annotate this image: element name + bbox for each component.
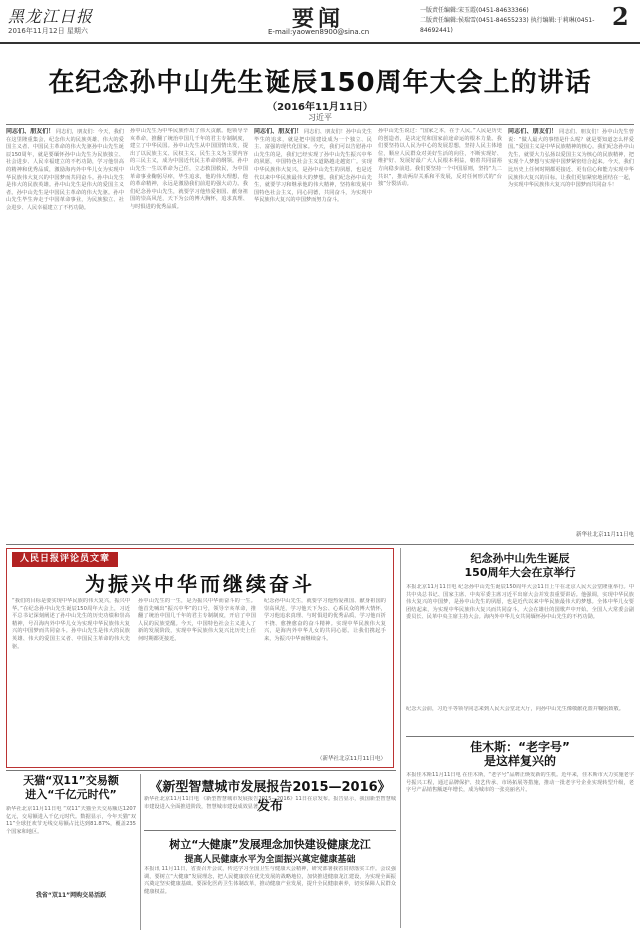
report-divider xyxy=(144,830,396,831)
commentary-column xyxy=(138,598,256,760)
lead-article-end-note: 新华社北京11月11日电 xyxy=(576,532,634,538)
report-news-title: 《新型智慧城市发展报告2015—2016》发布 xyxy=(149,780,391,814)
commentary-text: “我们的目标是要实现中华民族的伟大复兴，振兴中华。”在纪念孙中山先生诞辰150周年大会上，习近平总书记深刻阐述了孙中山先生的历史功绩和崇高精神，号召海内外中华儿女为实现中华民族伟大复兴的中国梦而共同奋斗。孙中山先生是伟大的民族英雄、伟大的爱国主义者、中国民主革命的伟大先驱。 xyxy=(12,598,130,650)
double11-body xyxy=(6,806,136,886)
side-news-title-line: 纪念孙中山先生诞辰 xyxy=(470,552,570,565)
brief-news-text: 本报佳木斯11月11日电 在佳木斯，“老字号”品牌正焕发新的生机。近年来，佳木斯市大力实施老字号振兴工程，通过品牌保护、技艺传承、市场拓展等措施，推动一批老字号企业实现转型升级，老字号产品销售额逐年增长，成为城市的一张亮丽名片。 xyxy=(406,772,634,794)
double11-title xyxy=(6,774,136,802)
newspaper-logo: 黑龙江日报 xyxy=(8,7,94,26)
lead-subhead: 同志们、朋友们！ xyxy=(254,128,303,135)
double11-text: 新华社北京11月11日电 “双11”天猫全天交易额达1207亿元，交易额进入千亿元时代。数据显示，今年天猫“双11”全球狂欢节无线交易额占比达到81.87%，覆盖235个国家和地区。 xyxy=(6,806,136,835)
column-divider xyxy=(140,774,141,930)
header-rule xyxy=(0,42,640,44)
lead-column-text: 同志们、朋友们！孙中山先生毕生的追求，就是把中国建设成为一个独立、民主、富强的现代化国家。今天，我们可以告慰孙中山先生的是，我们已经实现了孙中山先生振兴中华的夙愿，中国特色社会主义道路越走越宽广。实现中华民族伟大复兴，是孙中山先生的夙愿，也是近代以来中华民族最伟大的梦想。我们纪念孙中山先生，就要学习和继承他的伟大精神，坚持和发展中国特色社会主义，同心同德，共同奋斗，为实现中华民族伟大复兴的中国梦而努力奋斗。 xyxy=(254,129,372,204)
health-news-body xyxy=(144,866,396,930)
section-email: E-mail:yaowen8900@sina.cn xyxy=(268,28,370,36)
lead-article-column xyxy=(254,128,372,542)
lead-column-text: 孙中山先生为中华民族作出了伟大贡献。他领导辛亥革命，推翻了统治中国几千年的君主专制制度，建立了中华民国。孙中山先生从中国国情出发，提出了以民族主义、民权主义、民生主义为主要内容的三民主义，成为中国近代民主革命的纲领。孙中山先生一生以革命为己任，立志救国救民，为中国革命事业鞠躬尽瘁，毕生追求，他的伟大理想，他的革命精神，永远是激励我们前进的强大动力。我们纪念孙中山先生，就要学习他热爱祖国、献身祖国的崇高风范，天下为公的博大胸怀，追求真理、与时俱进的优秀品质。 xyxy=(130,128,248,210)
double11-subhead: 我省“双11”网购交易活跃 xyxy=(35,892,107,899)
commentary-title: 为振兴中华而继续奋斗 xyxy=(85,572,315,596)
commentary-column xyxy=(12,598,130,760)
lead-article-column xyxy=(378,128,502,542)
issue-date: 2016年11月12日 星期六 xyxy=(8,27,88,35)
lead-divider xyxy=(6,124,634,125)
editor-line: 二版责任编辑:侯瑞雪(0451-84655233) 执行编辑:于莉琳(0451-84692441) xyxy=(420,17,595,34)
section-title: 要闻 xyxy=(292,6,345,32)
lead-article-column xyxy=(130,128,248,542)
lead-article-column xyxy=(508,128,634,528)
side-news-body xyxy=(406,584,634,704)
commentary-tag: 人民日报评论员文章 xyxy=(12,552,118,567)
lead-subhead: 同志们、朋友们！ xyxy=(6,128,55,135)
bottom-divider xyxy=(6,770,396,771)
commentary-text: 纪念孙中山先生，就要学习他热爱祖国、献身祖国的崇高风范，学习他天下为公、心系民众的博大情怀，学习他追求真理、与时俱进的优秀品质，学习他百折不挠、愈挫愈奋的奋斗精神。实现中华民族伟大复兴，是海内外中华儿女的共同心愿。让我们携起手来，为振兴中华而继续奋斗。 xyxy=(264,598,386,642)
lead-column-text: 同志们，朋友们：今天，我们在这里隆重集会，纪念伟大的民族英雄、伟大的爱国主义者、中国民主革命的伟大先驱孙中山先生诞辰150周年，就是要缅怀孙中山先生为民族独立、社会进步、人民幸福建立的不朽功勋，学习他崇高的精神和优秀品质，激励海内外中华儿女为实现中华民族伟大复兴的中国梦而共同奋斗。孙中山先生是伟大的民族英雄。孙中山先生是伟大的爱国主义者。孙中山先生是中国民主革命的伟大先驱。孙中山先生毕生奔走于中国革命事业，为民族独立、社会进步、人民幸福建立了不朽功勋。 xyxy=(6,129,124,211)
health-news-title: 树立“大健康”发展理念加快建设健康龙江 xyxy=(169,838,371,851)
lead-subhead: 同志们、朋友们！ xyxy=(508,128,558,135)
lead-column-text: 同志们、朋友们！孙中山先生曾说：“做人最大的事情是什么呢？就是要知道怎么样爱国。”爱国主义是中华民族精神的核心。我们纪念孙中山先生，就要大力弘扬以爱国主义为核心的民族精神，把实现个人梦想与实现中国梦紧密结合起来。今天，我们比历史上任何时期都更接近、更有信心和能力实现中华民族伟大复兴的目标。让我们更加紧密地团结在一起，为实现中华民族伟大复兴的中国梦而共同奋斗！ xyxy=(508,129,634,189)
side-news-text: 本报北京11月11日电 纪念孙中山先生诞辰150周年大会11日上午在北京人民大会堂隆重举行。中共中央总书记、国家主席、中央军委主席习近平出席大会并发表重要讲话。他强调，实现中华民族伟大复兴的中国梦，是孙中山先生的夙愿，也是近代以来中华民族最伟大的梦想。全体中华儿女要团结起来，为实现中华民族伟大复兴而共同奋斗。大会在雄壮的国歌声中开始。全国人大常委会副委员长、民革中央主席主持大会。海内外中华儿女共同缅怀孙中山先生的不朽功勋。 xyxy=(406,584,634,621)
report-news-text: 新华社北京11月11日电 《新型智慧城市发展报告2015—2016》11日在京发布。报告显示，我国新型智慧城市建设进入全面推进阶段，智慧城市建设成效显著。 xyxy=(144,796,396,810)
page-number: 2 xyxy=(612,2,629,31)
commentary-column xyxy=(264,598,386,748)
brief-news-title xyxy=(406,740,634,768)
brief-news-body xyxy=(406,772,634,928)
editor-line: 一版责任编辑:宋玉霞(0451-84633366) xyxy=(420,7,529,14)
health-news-subtitle: 提高人民健康水平为全面振兴奠定健康基础 xyxy=(184,855,356,865)
column-divider xyxy=(400,548,401,928)
lead-article-date: （2016年11月11日） xyxy=(267,102,373,113)
section-divider xyxy=(6,544,634,545)
health-news-text: 本报讯 11月11日，省委召开会议，传达学习全国卫生与健康大会精神，研究部署我省贯彻落实工作。会议强调，要树立“大健康”发展理念，把人民健康放在优先发展的战略地位，加快推进健康龙江建设，为实现全面振兴奠定坚实健康基础。要深化医药卫生体制改革，推动健康产业发展，提升全民健康素养，切实保障人民群众健康权益。 xyxy=(144,866,396,895)
side-news-text: 纪念大会前，习近平等领导同志来到人民大会堂北大厅，向孙中山先生像敬献花篮并鞠躬致敬。 xyxy=(406,706,624,712)
lead-article-author: 习近平 xyxy=(308,113,332,122)
lead-column-text: 孙中山先生说过：“国家之本，在于人民。”人民是历史的创造者，是决定党和国家前途命运的根本力量。我们要坚持以人民为中心的发展思想，坚持人民主体地位，顺应人民群众对美好生活的向往，不断实现好、维护好、发展好最广大人民根本利益，朝着共同富裕方向稳步前进。我们要坚持一个中国原则，坚持“九二共识”，推动两岸关系和平发展，反对任何形式的“台独”分裂活动。 xyxy=(378,128,502,188)
double11-title-line: 进入“千亿元时代” xyxy=(25,788,117,801)
lead-article-column xyxy=(6,128,124,542)
double11-title-line: 天猫“双11”交易额 xyxy=(23,774,119,787)
side-news-body2 xyxy=(406,706,634,728)
side-news-title-line: 150周年大会在京举行 xyxy=(464,566,576,579)
side-news-title xyxy=(406,552,634,580)
report-news-body xyxy=(144,796,396,826)
editors-box xyxy=(420,6,610,36)
brief-news-title-line: 佳木斯：“老字号” xyxy=(470,740,570,754)
commentary-text: 孙中山先生的一生，是为振兴中华而奋斗的一生。他首先喊出“振兴中华”的口号，领导辛亥革命，推翻了统治中国几千年的君主专制制度，开启了中国人民的民族觉醒。今天，中国特色社会主义进入了新的发展阶段，实现中华民族伟大复兴比历史上任何时期都更接近。 xyxy=(138,598,256,642)
side-divider xyxy=(406,736,634,737)
brief-news-title-line: 是这样复兴的 xyxy=(483,754,556,768)
lead-article-title: 在纪念孙中山先生诞辰150周年大会上的讲话 xyxy=(48,68,592,98)
commentary-end-note: （新华社北京11月11日电） xyxy=(317,756,386,762)
